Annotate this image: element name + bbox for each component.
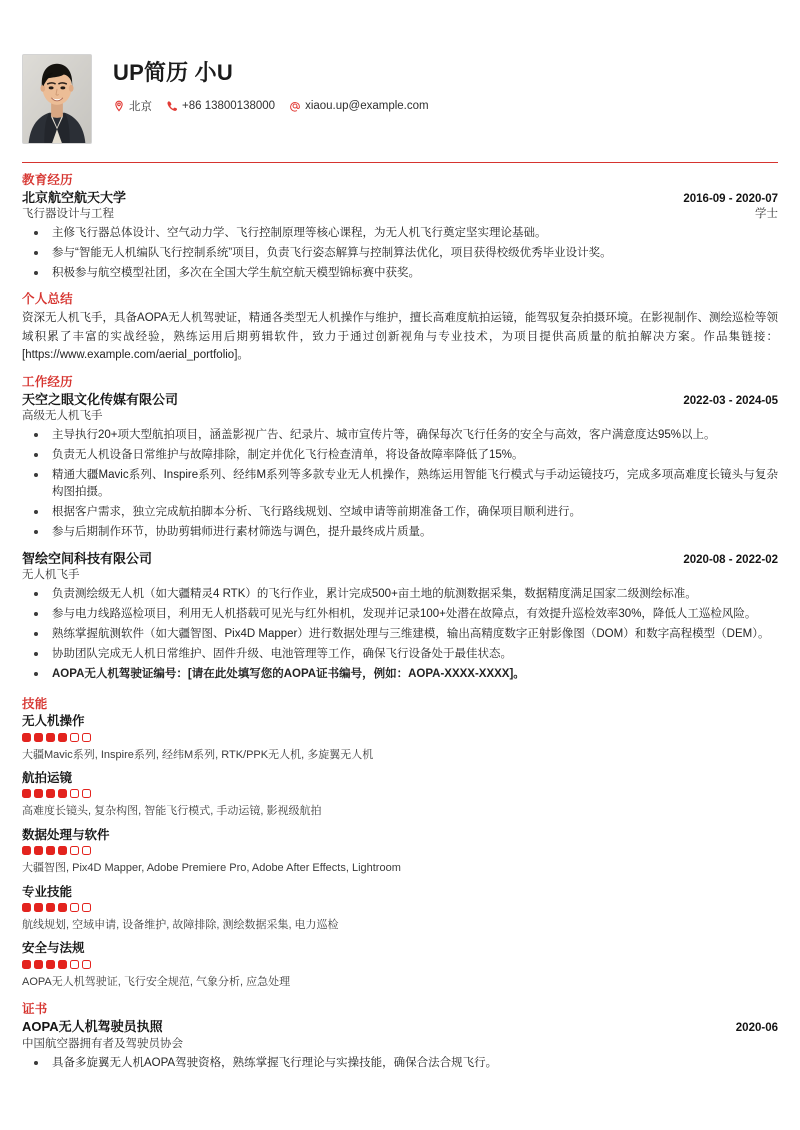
skill-dot-empty xyxy=(70,733,79,742)
section-title-summary: 个人总结 xyxy=(22,292,73,307)
work-bullets-2 xyxy=(22,586,778,683)
education-entry-head xyxy=(22,190,778,207)
skill-group-name: 航拍运镜 xyxy=(22,771,73,786)
certificate-bullets xyxy=(22,1055,778,1072)
skill-group xyxy=(22,770,778,820)
section-title-certificates: 证书 xyxy=(22,1002,48,1017)
portrait-photo-icon xyxy=(23,55,91,143)
work-title-1: 高级无人机飞手 xyxy=(22,409,103,422)
education-entry-sub xyxy=(22,207,778,223)
skill-level-meter xyxy=(22,903,778,912)
skill-dot-filled xyxy=(22,960,31,969)
skill-dot-filled xyxy=(58,903,67,912)
skill-group-items: 航线规划, 空域申请, 设备维护, 故障排除, 测绘数据采集, 电力巡检 xyxy=(22,918,339,931)
work-company-1: 天空之眼文化传媒有限公司 xyxy=(22,391,179,407)
header-divider xyxy=(22,162,778,163)
work-entry-2 xyxy=(22,551,778,684)
list-item: 具备多旋翼无人机AOPA驾驶资格，熟练掌握飞行理论与实操技能，确保合法合规飞行。 xyxy=(22,1055,778,1072)
skill-dot-empty xyxy=(70,846,79,855)
skill-dot-filled xyxy=(22,903,31,912)
list-item: 参与“智能无人机编队飞行控制系统”项目，负责飞行姿态解算与控制算法优化，项目获得校级优秀毕业设计奖。 xyxy=(22,245,778,262)
skill-level-meter xyxy=(22,789,778,798)
list-item: 参与电力线路巡检项目，利用无人机搭载可见光与红外相机，发现并记录100+处潜在故障点，有效提升巡检效率30%，降低人工巡检风险。 xyxy=(22,606,778,623)
skill-dot-filled xyxy=(22,733,31,742)
section-title-skills: 技能 xyxy=(22,696,48,711)
skill-group-name: 无人机操作 xyxy=(22,714,85,729)
list-item: 参与后期制作环节，协助剪辑师进行素材筛选与调色，提升最终成片质量。 xyxy=(22,524,778,541)
section-title-education: 教育经历 xyxy=(22,173,73,187)
section-title-work: 工作经历 xyxy=(22,374,73,389)
education-school: 北京航空航天大学 xyxy=(22,189,127,205)
section-certificates xyxy=(22,1002,778,1072)
list-item: 熟练掌握航测软件（如大疆智图、Pix4D Mapper）进行数据处理与三维建模，输出高精度数字正射影像图（DOM）和数字高程模型（DEM）。 xyxy=(22,626,778,643)
certificate-date: 2020-06 xyxy=(735,1021,778,1034)
skill-dot-filled xyxy=(46,846,55,855)
email-at-icon xyxy=(289,100,301,112)
education-degree: 学士 xyxy=(755,207,778,220)
avatar xyxy=(22,54,92,144)
skill-level-meter xyxy=(22,733,778,742)
skill-dot-filled xyxy=(46,960,55,969)
skill-dot-empty xyxy=(82,733,91,742)
skill-group-name: 数据处理与软件 xyxy=(22,827,110,842)
work-date-2: 2020-08 - 2022-02 xyxy=(683,553,778,566)
list-item: 积极参与航空模型社团，多次在全国大学生航空航天模型锦标赛中获奖。 xyxy=(22,265,778,282)
list-item: 精通大疆Mavic系列、Inspire系列、经纬M系列等多款专业无人机操作，熟练运用智能飞行模式与手动运镜技巧，完成多项高难度长镜头与复杂构图拍摄。 xyxy=(22,467,778,502)
work-bullets-1 xyxy=(22,427,778,542)
skill-group-name: 专业技能 xyxy=(22,884,73,899)
skill-group xyxy=(22,940,778,990)
contact-location xyxy=(113,98,152,114)
education-entry xyxy=(22,190,778,283)
work-date-1: 2022-03 - 2024-05 xyxy=(683,394,778,407)
contact-phone xyxy=(166,100,275,112)
identity-block xyxy=(92,54,778,114)
certificate-head xyxy=(22,1019,778,1036)
skill-dot-filled xyxy=(46,733,55,742)
skill-dot-empty xyxy=(82,789,91,798)
contact-row xyxy=(113,98,778,114)
skill-group xyxy=(22,827,778,877)
skill-level-meter xyxy=(22,846,778,855)
skill-dot-filled xyxy=(34,733,43,742)
work-entry-1-sub xyxy=(22,409,778,425)
skill-dot-empty xyxy=(82,846,91,855)
skill-dot-filled xyxy=(34,903,43,912)
education-date: 2016-09 - 2020-07 xyxy=(683,192,778,205)
list-item: 根据客户需求，独立完成航拍脚本分析、飞行路线规划、空域申请等前期准备工作，确保项目顺利进行。 xyxy=(22,504,778,521)
list-item: AOPA无人机驾驶证编号：[请在此处填写您的AOPA证书编号，例如：AOPA-XXXX-XXXX]。 xyxy=(22,666,778,683)
resume-header xyxy=(22,0,778,144)
skill-dot-filled xyxy=(58,789,67,798)
skill-dot-empty xyxy=(82,960,91,969)
list-item: 主导执行20+项大型航拍项目，涵盖影视广告、纪录片、城市宣传片等，确保每次飞行任务的安全与高效，客户满意度达95%以上。 xyxy=(22,427,778,444)
work-entry-2-sub xyxy=(22,568,778,584)
phone-icon xyxy=(166,100,178,112)
certificate-name: AOPA无人机驾驶员执照 xyxy=(22,1018,163,1034)
skill-dot-filled xyxy=(22,846,31,855)
skill-dot-filled xyxy=(46,789,55,798)
section-work xyxy=(22,375,778,684)
certificate-entry xyxy=(22,1019,778,1072)
skill-dot-empty xyxy=(82,903,91,912)
contact-location-value: 北京 xyxy=(129,101,152,114)
contact-email xyxy=(289,100,429,112)
skill-dot-empty xyxy=(70,903,79,912)
skill-level-meter xyxy=(22,960,778,969)
skill-group xyxy=(22,884,778,934)
skill-dot-filled xyxy=(58,960,67,969)
work-entry-1 xyxy=(22,392,778,542)
work-title-2: 无人机飞手 xyxy=(22,568,80,581)
skill-group-items: 高难度长镜头, 复杂构图, 智能飞行模式, 手动运镜, 影视级航拍 xyxy=(22,805,322,818)
skill-dot-filled xyxy=(34,960,43,969)
skill-group-items: AOPA无人机驾驶证, 飞行安全规范, 气象分析, 应急处理 xyxy=(22,975,291,988)
skill-dot-empty xyxy=(70,960,79,969)
section-education xyxy=(22,173,778,282)
skill-dot-filled xyxy=(58,846,67,855)
work-entry-1-head xyxy=(22,392,778,409)
skill-dot-filled xyxy=(22,789,31,798)
list-item: 负责无人机设备日常维护与故障排除，制定并优化飞行检查清单，将设备故障率降低了15%。 xyxy=(22,447,778,464)
skills-list xyxy=(22,713,778,990)
education-bullets xyxy=(22,225,778,282)
skill-group xyxy=(22,713,778,763)
skill-dot-filled xyxy=(34,846,43,855)
skill-group-items: 大疆Mavic系列, Inspire系列, 经纬M系列, RTK/PPK无人机, 多旋翼无人机 xyxy=(22,748,374,761)
work-company-2: 智绘空间科技有限公司 xyxy=(22,550,153,566)
contact-email-value: xiaou.up@example.com xyxy=(305,100,429,113)
skill-group-items: 大疆智图, Pix4D Mapper, Adobe Premiere Pro, Adobe After Effects, Lightroom xyxy=(22,862,401,875)
list-item: 主修飞行器总体设计、空气动力学、飞行控制原理等核心课程，为无人机飞行奠定坚实理论基础。 xyxy=(22,225,778,242)
skill-dot-empty xyxy=(70,789,79,798)
page-title: UP简历 小U xyxy=(113,60,233,85)
list-item: 协助团队完成无人机日常维护、固件升级、电池管理等工作，确保飞行设备处于最佳状态。 xyxy=(22,646,778,663)
work-entry-2-head xyxy=(22,551,778,568)
skill-group-name: 安全与法规 xyxy=(22,941,85,956)
skill-dot-filled xyxy=(46,903,55,912)
summary-text: 资深无人机飞手，具备AOPA无人机驾驶证，精通各类型无人机操作与维护，擅长高难度航拍运镜，能驾驭复杂拍摄环境。在影视制作、测绘巡检等领域积累了丰富的实战经验，熟练运用后期剪辑软件，致力于通过创新视角与专业技术，为项目提供高质量的航拍解决方案。作品集链接：[https://www.example.com/aerial_portfolio]。 xyxy=(22,312,778,362)
location-pin-icon xyxy=(113,100,125,112)
education-major: 飞行器设计与工程 xyxy=(22,207,114,220)
section-summary xyxy=(22,292,778,365)
skill-dot-filled xyxy=(34,789,43,798)
contact-phone-value: +86 13800138000 xyxy=(182,100,276,113)
section-skills xyxy=(22,697,778,990)
list-item: 负责测绘级无人机（如大疆精灵4 RTK）的飞行作业，累计完成500+亩土地的航测数据采集，数据精度满足国家二级测绘标准。 xyxy=(22,586,778,603)
certificate-issuer: 中国航空器拥有者及驾驶员协会 xyxy=(22,1037,183,1050)
skill-dot-filled xyxy=(58,733,67,742)
